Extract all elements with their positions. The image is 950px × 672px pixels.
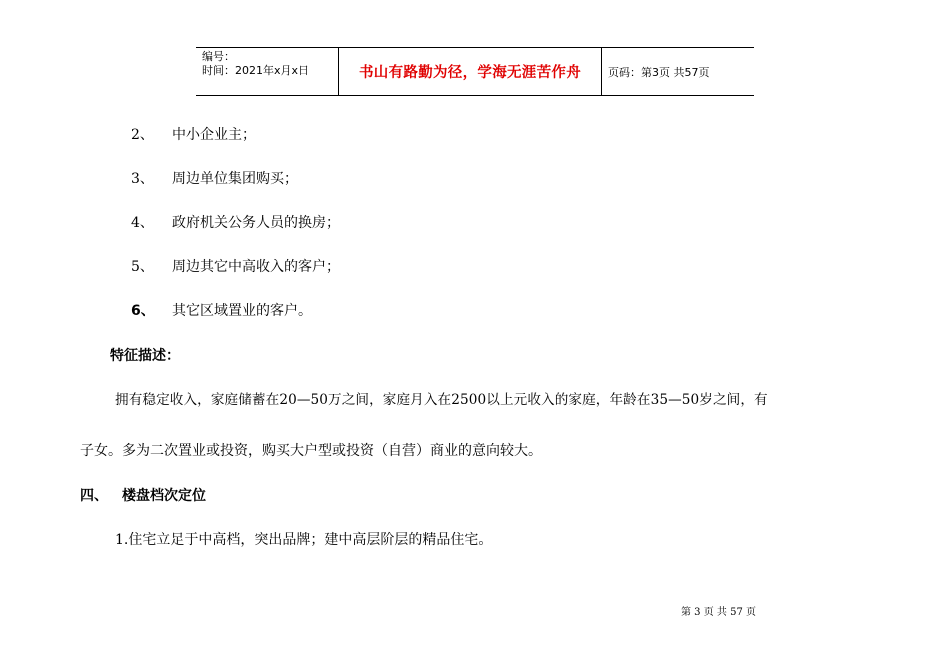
motto-text: 书山有路勤为径，学海无涯苦作舟 (359, 65, 581, 81)
page-header-table (196, 47, 754, 96)
point-1: 1.住宅立足于中高档，突出品牌；建中高层阶层的精品住宅。 (115, 532, 493, 548)
header-left-cell (196, 48, 338, 95)
header-page-cell (602, 48, 754, 95)
time-label: 时间：2021年x月x日 (202, 64, 310, 77)
section-number: 四、 (80, 488, 108, 504)
list-item-number: 6、 (131, 303, 155, 319)
list-item-text: 周边单位集团购买； (172, 171, 298, 187)
list-item-text: 周边其它中高收入的客户； (172, 259, 340, 275)
page-number-label: 页码：第3页 共57页 (608, 65, 710, 79)
number-label: 编号： (202, 50, 235, 63)
list-item-text: 政府机关公务人员的换房； (172, 215, 340, 231)
features-heading: 特征描述： (110, 348, 180, 364)
list-item-text: 其它区域置业的客户。 (172, 303, 312, 319)
section-title: 楼盘档次定位 (122, 488, 206, 504)
list-item-number: 5、 (131, 259, 154, 275)
features-paragraph-line2: 子女。多为二次置业或投资，购买大户型或投资（自营）商业的意向较大。 (80, 443, 542, 459)
list-item-text: 中小企业主； (172, 127, 256, 143)
header-motto-cell (338, 48, 602, 95)
features-paragraph-line1: 拥有稳定收入，家庭储蓄在20—50万之间，家庭月入在2500以上元收入的家庭，年龄在35—50岁之间，有 (115, 392, 768, 408)
list-item-number: 3、 (131, 171, 154, 187)
section-heading (80, 485, 480, 505)
page-footer: 第 3 页 共 57 页 (681, 607, 756, 618)
list-item-number: 2、 (131, 127, 154, 143)
list-item-number: 4、 (131, 215, 154, 231)
